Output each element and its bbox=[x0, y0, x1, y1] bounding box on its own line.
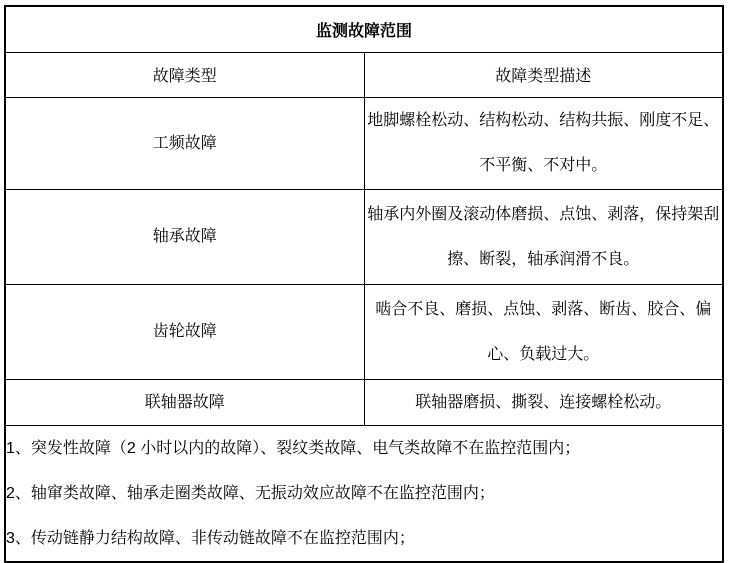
table-title: 监测故障范围 bbox=[5, 6, 723, 52]
note-line-3: 3、传动链静力结构故障、非传动链故障不在监控范围内； bbox=[6, 529, 415, 547]
column-header-fault-type: 故障类型 bbox=[5, 52, 364, 97]
note-line-1: 1、突发性故障（2 小时以内的故障）、裂纹类故障、电气类故障不在监控范围内； bbox=[6, 439, 581, 457]
fault-type-cell: 齿轮故障 bbox=[5, 284, 364, 379]
fault-scope-table bbox=[4, 5, 724, 563]
fault-desc-cell: 地脚螺栓松动、结构松动、结构共振、刚度不足、不平衡、不对中。 bbox=[364, 97, 723, 189]
notes-cell bbox=[5, 425, 723, 562]
fault-desc-cell: 联轴器磨损、撕裂、连接螺栓松动。 bbox=[364, 379, 723, 425]
column-header-fault-desc: 故障类型描述 bbox=[364, 52, 723, 97]
table-row bbox=[5, 97, 723, 189]
fault-type-cell: 轴承故障 bbox=[5, 189, 364, 284]
fault-type-cell: 工频故障 bbox=[5, 97, 364, 189]
fault-desc-cell: 啮合不良、磨损、点蚀、剥落、断齿、胶合、偏心、负载过大。 bbox=[364, 284, 723, 379]
fault-type-cell: 联轴器故障 bbox=[5, 379, 364, 425]
title-row bbox=[5, 6, 723, 52]
table-row bbox=[5, 284, 723, 379]
note-line-2: 2、轴窜类故障、轴承走圈类故障、无振动效应故障不在监控范围内； bbox=[6, 484, 495, 502]
header-row bbox=[5, 52, 723, 97]
table-row bbox=[5, 189, 723, 284]
table-row bbox=[5, 379, 723, 425]
fault-scope-document bbox=[4, 5, 724, 563]
fault-desc-cell: 轴承内外圈及滚动体磨损、点蚀、剥落，保持架刮擦、断裂，轴承润滑不良。 bbox=[364, 189, 723, 284]
notes-row bbox=[5, 425, 723, 562]
